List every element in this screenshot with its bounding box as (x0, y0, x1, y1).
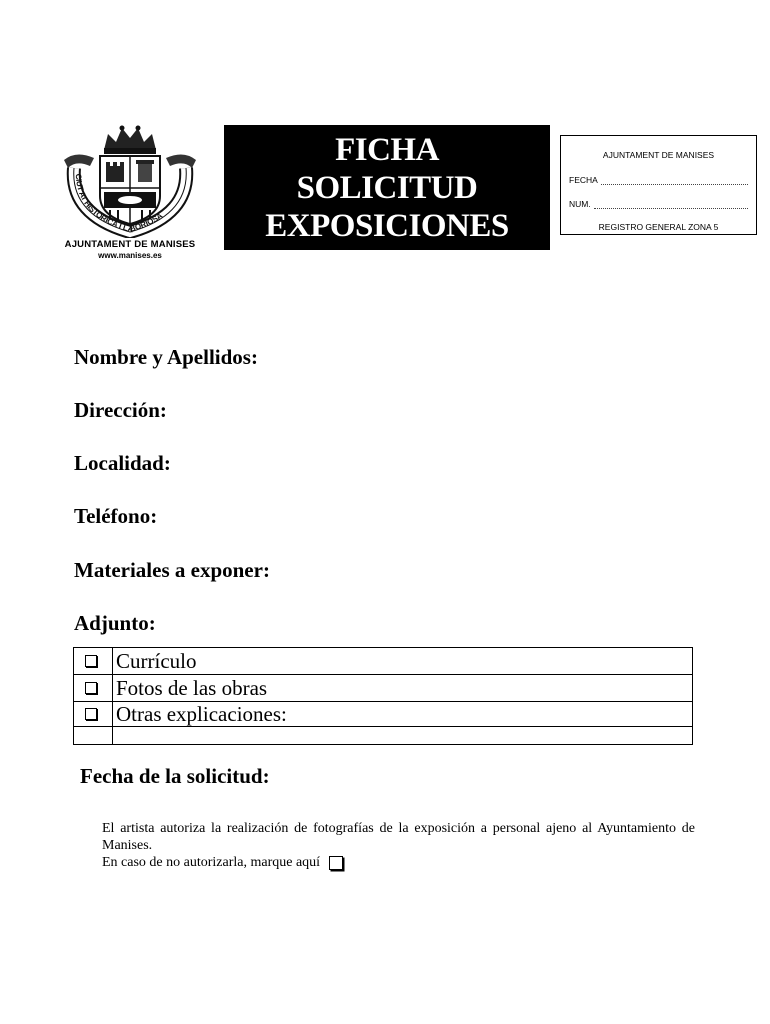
consent-opt-out-row (102, 854, 695, 871)
attachments-table (73, 647, 693, 745)
attachment-row-curriculo[interactable] (74, 648, 692, 675)
logo-name: AJUNTAMENT DE MANISES (64, 239, 196, 250)
stamp-registro: REGISTRO GENERAL ZONA 5 (598, 222, 719, 232)
attachment-row-blank[interactable] (74, 727, 692, 744)
checkbox-curriculo[interactable] (85, 655, 97, 667)
consent-text: El artista autoriza la realización de fotografías de la exposición a personal ajeno al Ayuntamiento de Manises. (102, 821, 695, 853)
checkbox-fotos[interactable] (85, 682, 97, 694)
attachment-row-otras[interactable] (74, 702, 692, 727)
stamp-num-field[interactable] (569, 199, 748, 209)
title-line-3: EXPOSICIONES (265, 207, 509, 244)
attachment-row-fotos[interactable] (74, 675, 692, 702)
stamp-fecha-label: FECHA (569, 175, 598, 185)
field-nombre[interactable]: Nombre y Apellidos: (74, 345, 258, 369)
title-line-2: SOLICITUD (296, 169, 478, 206)
registry-stamp (560, 135, 757, 235)
city-logo (60, 120, 200, 260)
field-materiales[interactable]: Materiales a exponer: (74, 558, 270, 582)
field-direccion[interactable]: Dirección: (74, 398, 167, 422)
consent-opt-out-label: En caso de no autorizarla, marque aquí (102, 855, 321, 870)
stamp-fecha-line[interactable] (601, 175, 748, 185)
coat-of-arms-icon (60, 120, 200, 238)
field-adjunto: Adjunto: (74, 611, 156, 635)
field-localidad[interactable]: Localidad: (74, 451, 171, 475)
stamp-fecha-field[interactable] (569, 175, 748, 185)
stamp-title: AJUNTAMENT DE MANISES (602, 150, 715, 160)
stamp-num-label: NUM. (569, 199, 591, 209)
field-telefono[interactable]: Teléfono: (74, 504, 158, 528)
field-fecha-solicitud[interactable]: Fecha de la solicitud: (80, 764, 270, 788)
logo-url: www.manises.es (98, 251, 162, 260)
title-line-1: FICHA (335, 131, 439, 168)
consent-opt-out-checkbox[interactable] (329, 856, 343, 870)
logo-motto: CIUT AT HISTORICA I LABORIOSA (73, 173, 165, 235)
form-title (224, 125, 550, 250)
photo-consent (102, 820, 695, 871)
checkbox-otras[interactable] (85, 708, 97, 720)
stamp-num-line[interactable] (594, 199, 748, 209)
attachment-label-otras: Otras explicaciones: (116, 702, 287, 726)
attachment-label-fotos: Fotos de las obras (116, 676, 268, 700)
attachment-label-curriculo: Currículo (116, 649, 197, 673)
